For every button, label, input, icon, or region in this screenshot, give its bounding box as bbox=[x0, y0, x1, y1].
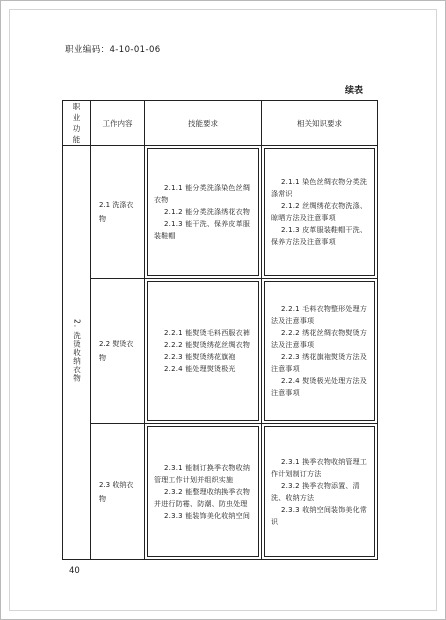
knowledge-item: 2.2.3 绣花旗袍熨烫方法及注意事项 bbox=[271, 353, 368, 373]
knowledge-item: 2.1.2 丝绸绣花衣物洗涤、晾晒方法及注意事项 bbox=[271, 202, 368, 222]
skill-box bbox=[147, 426, 259, 557]
skill-item: 2.3.3 能装饰美化收纳空间 bbox=[164, 511, 251, 520]
table-row bbox=[63, 424, 378, 560]
knowledge-cell bbox=[262, 146, 378, 279]
knowledge-item: 2.3.2 换季衣物添置、清洗、收纳方法 bbox=[271, 481, 360, 502]
skill-item: 2.2.3 能熨烫绣花旗袍 bbox=[164, 353, 236, 361]
skill-item: 2.3.1 能制订换季衣物收纳管理工作计划并组织实施 bbox=[154, 463, 251, 484]
skill-item: 2.1.3 能干洗、保养皮革服装鞋帽 bbox=[154, 220, 251, 240]
continued-label: 续表 bbox=[345, 86, 364, 96]
occupation-code: 职业编码：4-10-01-06 bbox=[65, 45, 161, 55]
skill-item: 2.1.2 能分类洗涤绣花衣物 bbox=[164, 208, 251, 216]
knowledge-box bbox=[264, 426, 375, 557]
knowledge-item: 2.2.2 绣花丝绸衣物熨烫方法及注意事项 bbox=[271, 329, 368, 349]
skill-item: 2.1.1 能分类洗涤染色丝绸衣物 bbox=[154, 184, 251, 204]
table-row bbox=[63, 146, 378, 279]
table-row bbox=[63, 279, 378, 424]
knowledge-item: 2.2.4 熨烫极光处理方法及注意事项 bbox=[271, 377, 368, 397]
knowledge-box bbox=[264, 281, 375, 421]
skill-box bbox=[147, 148, 259, 276]
skill-cell bbox=[145, 279, 262, 424]
knowledge-item: 2.3.1 换季衣物收纳管理工作计划制订方法 bbox=[271, 457, 368, 478]
skill-box bbox=[147, 281, 259, 421]
knowledge-cell bbox=[262, 424, 378, 560]
work-cell: 2.2 熨烫衣物 bbox=[91, 279, 145, 424]
knowledge-cell bbox=[262, 279, 378, 424]
skill-item: 2.2.2 能熨烫绣花丝绸衣物 bbox=[164, 341, 251, 349]
field-value: 2. 洗烫收纳衣物 bbox=[72, 318, 82, 383]
skill-item: 2.2.1 能熨烫毛料西服衣裤 bbox=[164, 329, 251, 337]
column-header-skill: 技能要求 bbox=[145, 101, 262, 146]
skill-cell bbox=[145, 424, 262, 560]
skill-item: 2.2.4 能处理熨烫极光 bbox=[164, 365, 236, 373]
column-header-work: 工作内容 bbox=[91, 101, 145, 146]
column-header-field: 职业功能 bbox=[63, 101, 91, 146]
knowledge-box bbox=[264, 148, 375, 276]
knowledge-item: 2.1.1 染色丝绸衣物分类洗涤常识 bbox=[271, 178, 368, 198]
table-header-row bbox=[63, 101, 378, 146]
work-cell: 2.1 洗涤衣物 bbox=[91, 146, 145, 279]
skill-item: 2.3.2 能整理收纳换季衣物并进行防霉、防潮、防虫处理 bbox=[154, 487, 251, 508]
work-cell: 2.3 收纳衣物 bbox=[91, 424, 145, 560]
knowledge-item: 2.3.3 收纳空间装饰美化常识 bbox=[271, 505, 368, 526]
knowledge-item: 2.2.1 毛料衣物整形处理方法及注意事项 bbox=[271, 305, 368, 325]
skill-requirements-table bbox=[62, 100, 378, 560]
field-cell bbox=[63, 146, 91, 560]
knowledge-item: 2.1.3 皮革服装鞋帽干洗、保养方法及注意事项 bbox=[271, 226, 368, 246]
skill-cell bbox=[145, 146, 262, 279]
page-number: 40 bbox=[69, 566, 80, 576]
column-header-knowledge: 相关知识要求 bbox=[262, 101, 378, 146]
